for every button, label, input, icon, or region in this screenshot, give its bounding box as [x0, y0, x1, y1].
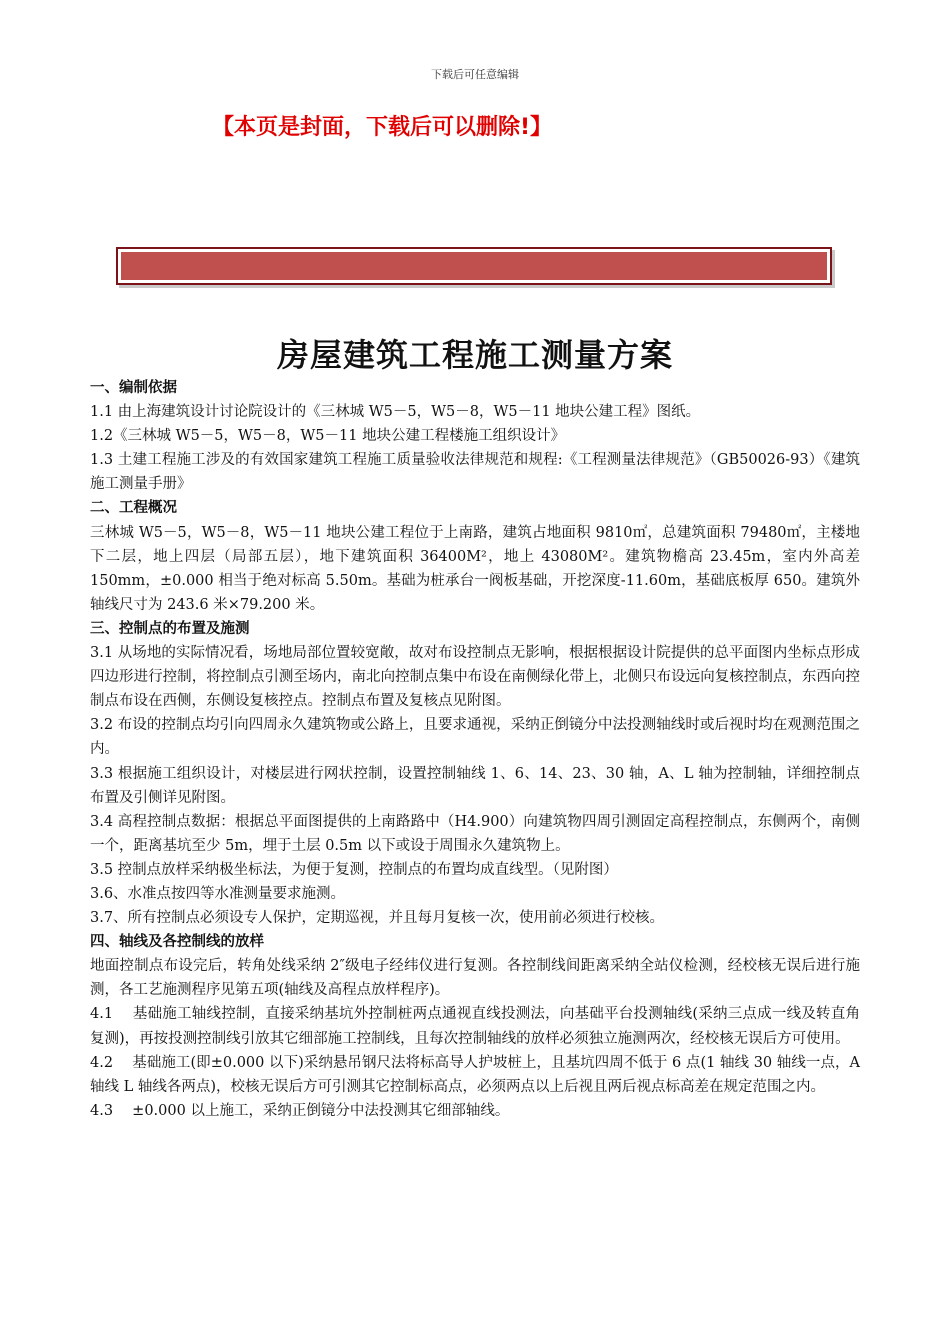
- paragraph: 3.5 控制点放样采纳极坐标法，为便于复测，控制点的布置均成直线型。（见附图）: [90, 861, 618, 878]
- section-heading-axis-layout: 四、轴线及各控制线的放样: [90, 934, 264, 951]
- paragraph: 3.1 从场地的实际情况看，场地局部位置较宽敞，故对布设控制点无影响，根据根据设计院提供的总平面图内坐标点形成四边形进行控制，将控制点引测至场内，南北向控制点集中布设在南侧绿化带上，北侧只布设远向复核控制点，东西向控制点布设在西侧，东侧设复核控点。控制点布置及复核点见附图。: [90, 645, 860, 710]
- paragraph: 3.2 布设的控制点均引向四周永久建筑物或公路上，且要求通视，采纳正倒镜分中法投测轴线时或后视时均在观测范围之内。: [90, 717, 860, 758]
- paragraph: 三林城 W5－5，W5－8，W5－11 地块公建工程位于上南路，建筑占地面积 9810㎡，总建筑面积 79480㎡，主楼地下二层，地上四层（局部五层），地下建筑面积 36400M²，地上 43080M²。建筑物檐高 23.45m，室内外高差 150mm，±0.000 相当于绝对标高 5.50m。基础为桩承台一阀板基础，开挖深度-11.60m，基础底板厚 650。建筑外轴线尺寸为 243.6 米×79.200 米。: [90, 524, 860, 613]
- document-body: [90, 376, 860, 1123]
- section-heading-control-points: 三、控制点的布置及施测: [90, 620, 250, 637]
- paragraph: 1.3 土建工程施工涉及的有效国家建筑工程施工质量验收法律规范和规程:《工程测量法律规范》（GB50026-93）《建筑施工测量手册》: [90, 452, 860, 493]
- paragraph: 1.2《三林城 W5－5，W5－8，W5－11 地块公建工程楼施工组织设计》: [90, 428, 566, 445]
- document-title: 房屋建筑工程施工测量方案: [276, 336, 673, 374]
- cover-note: 【本页是封面，下载后可以删除!】: [212, 115, 553, 140]
- paragraph: 4.1 基础施工轴线控制，直接采纳基坑外控制桩两点通视直线投测法，向基础平台投测轴线(采纳三点成一线及转直角复测)，再按投测控制线引放其它细部施工控制线，且每次控制轴线的放样必须独立施测两次，经校核无误后方可使用。: [90, 1006, 860, 1047]
- page-header: 下载后可任意编辑: [431, 68, 519, 81]
- banner-fill: [121, 252, 827, 280]
- paragraph: 3.6、水准点按四等水准测量要求施测。: [90, 885, 346, 902]
- paragraph: 1.1 由上海建筑设计讨论院设计的《三林城 W5－5，W5－8，W5－11 地块公建工程》图纸。: [90, 404, 701, 421]
- paragraph: 4.2 基础施工(即±0.000 以下)采纳悬吊钢尺法将标高导人护坡桩上，且基坑四周不低于 6 点(1 轴线 30 轴线一点，A 轴线 L 轴线各两点)，校核无误后方可引测其它控制标高点，必须两点以上后视且两后视点标高差在规定范围之内。: [90, 1054, 860, 1095]
- paragraph: 3.3 根据施工组织设计，对楼层进行网状控制，设置控制轴线 1、6、14、23、30 轴，A、L 轴为控制轴，详细控制点布置及引侧详见附图。: [90, 765, 860, 806]
- paragraph: 4.3 ±0.000 以上施工，采纳正倒镜分中法投测其它细部轴线。: [90, 1102, 510, 1119]
- paragraph: 3.4 高程控制点数据：根据总平面图提供的上南路路中（H4.900）向建筑物四周引测固定高程控制点，东侧两个，南侧一个，距离基坑至少 5m，埋于土层 0.5m 以下或设于周围永久建筑物上。: [90, 813, 860, 854]
- section-heading-overview: 二、工程概况: [90, 500, 177, 517]
- paragraph: 3.7、所有控制点必须设专人保护，定期巡视，并且每月复核一次，使用前必须进行校核。: [90, 910, 665, 927]
- section-heading-basis: 一、编制依据: [90, 380, 177, 396]
- decorative-banner: [116, 247, 832, 285]
- paragraph: 地面控制点布设完后，转角处线采纳 2″级电子经纬仪进行复测。各控制线间距离采纳全站仪检测，经校核无误后进行施测，各工艺施测程序见第五项(轴线及高程点放样程序)。: [90, 958, 860, 999]
